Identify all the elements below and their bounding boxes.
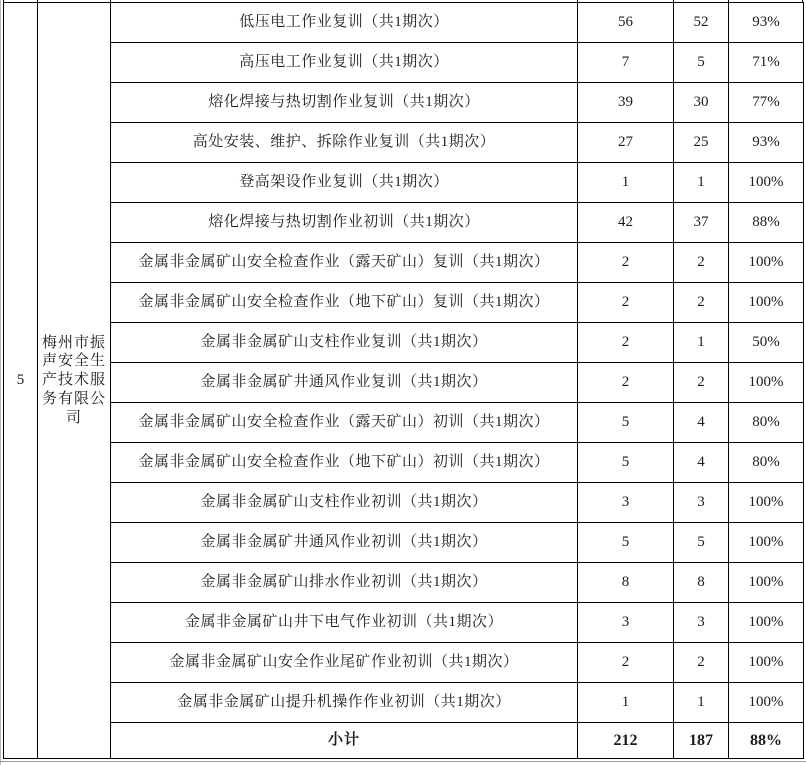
- course-name-cell: 金属非金属矿山安全检查作业（地下矿山）复训（共1期次）: [111, 283, 578, 323]
- passed-count-cell: 52: [674, 3, 729, 43]
- table-row: [4, 3, 804, 43]
- passed-count-cell: 1: [674, 163, 729, 203]
- company-name-cell: 梅州市振声安全生产技术服务有限公司: [38, 3, 111, 759]
- pass-rate-cell: 93%: [729, 123, 804, 163]
- course-name-cell: 金属非金属矿山安全检查作业（露天矿山）初训（共1期次）: [111, 403, 578, 443]
- training-table-body: [4, 3, 804, 759]
- pass-rate-cell: 100%: [729, 483, 804, 523]
- passed-count-cell: 4: [674, 403, 729, 443]
- enrolled-count-cell: 5: [578, 443, 674, 483]
- course-name-cell: 登高架设作业复训（共1期次）: [111, 163, 578, 203]
- enrolled-count-cell: 27: [578, 123, 674, 163]
- row-number-cell: 5: [4, 3, 38, 759]
- pass-rate-cell: 100%: [729, 363, 804, 403]
- enrolled-count-cell: 5: [578, 523, 674, 563]
- course-name-cell: 金属非金属矿山支柱作业复训（共1期次）: [111, 323, 578, 363]
- enrolled-count-cell: 7: [578, 43, 674, 83]
- enrolled-count-cell: 2: [578, 363, 674, 403]
- course-name-cell: 金属非金属矿山排水作业初训（共1期次）: [111, 563, 578, 603]
- passed-count-cell: 3: [674, 483, 729, 523]
- table-row: [4, 523, 804, 563]
- course-name-cell: 金属非金属矿井通风作业复训（共1期次）: [111, 363, 578, 403]
- passed-count-cell: 25: [674, 123, 729, 163]
- passed-count-cell: 8: [674, 563, 729, 603]
- table-row: [4, 203, 804, 243]
- table-row: [4, 403, 804, 443]
- passed-count-cell: 1: [674, 683, 729, 723]
- course-name-cell: 金属非金属矿井通风作业初训（共1期次）: [111, 523, 578, 563]
- table-row: [4, 443, 804, 483]
- course-name-cell: 金属非金属矿山支柱作业初训（共1期次）: [111, 483, 578, 523]
- passed-count-cell: 30: [674, 83, 729, 123]
- passed-count-cell: 37: [674, 203, 729, 243]
- table-row: [4, 83, 804, 123]
- subtotal-row: [4, 723, 804, 759]
- pass-rate-total-cell: 88%: [729, 723, 804, 759]
- passed-count-cell: 4: [674, 443, 729, 483]
- table-row: [4, 323, 804, 363]
- course-name-cell: 熔化焊接与热切割作业复训（共1期次）: [111, 83, 578, 123]
- enrolled-count-cell: 2: [578, 643, 674, 683]
- enrolled-count-cell: 56: [578, 3, 674, 43]
- table-row: [4, 363, 804, 403]
- table-row: [4, 563, 804, 603]
- table-row: [4, 283, 804, 323]
- training-statistics-table: [3, 2, 804, 759]
- enrolled-count-cell: 8: [578, 563, 674, 603]
- passed-count-cell: 2: [674, 363, 729, 403]
- enrolled-count-cell: 5: [578, 403, 674, 443]
- passed-count-cell: 2: [674, 283, 729, 323]
- enrolled-count-cell: 3: [578, 603, 674, 643]
- course-name-cell: 金属非金属矿山安全作业尾矿作业初训（共1期次）: [111, 643, 578, 683]
- course-name-cell: 金属非金属矿山安全检查作业（露天矿山）复训（共1期次）: [111, 243, 578, 283]
- passed-count-cell: 2: [674, 643, 729, 683]
- pass-rate-cell: 71%: [729, 43, 804, 83]
- pass-rate-cell: 100%: [729, 283, 804, 323]
- enrolled-count-cell: 2: [578, 283, 674, 323]
- passed-count-cell: 5: [674, 43, 729, 83]
- pass-rate-cell: 50%: [729, 323, 804, 363]
- pass-rate-cell: 80%: [729, 403, 804, 443]
- pass-rate-cell: 100%: [729, 243, 804, 283]
- pass-rate-cell: 100%: [729, 683, 804, 723]
- table-row: [4, 163, 804, 203]
- page-edge-line: [0, 0, 1, 765]
- table-row: [4, 483, 804, 523]
- passed-count-cell: 5: [674, 523, 729, 563]
- table-row: [4, 123, 804, 163]
- course-name-cell: 金属非金属矿山井下电气作业初训（共1期次）: [111, 603, 578, 643]
- pass-rate-cell: 77%: [729, 83, 804, 123]
- table-row: [4, 603, 804, 643]
- subtotal-label-cell: 小计: [111, 723, 578, 759]
- enrolled-count-cell: 1: [578, 683, 674, 723]
- table-row: [4, 683, 804, 723]
- enrolled-count-total-cell: 212: [578, 723, 674, 759]
- passed-count-cell: 2: [674, 243, 729, 283]
- passed-count-cell: 1: [674, 323, 729, 363]
- enrolled-count-cell: 2: [578, 243, 674, 283]
- pass-rate-cell: 100%: [729, 643, 804, 683]
- pass-rate-cell: 100%: [729, 523, 804, 563]
- pass-rate-cell: 93%: [729, 3, 804, 43]
- course-name-cell: 高处安装、维护、拆除作业复训（共1期次）: [111, 123, 578, 163]
- course-name-cell: 金属非金属矿山提升机操作作业初训（共1期次）: [111, 683, 578, 723]
- table-row: [4, 643, 804, 683]
- course-name-cell: 熔化焊接与热切割作业初训（共1期次）: [111, 203, 578, 243]
- passed-count-total-cell: 187: [674, 723, 729, 759]
- enrolled-count-cell: 1: [578, 163, 674, 203]
- course-name-cell: 低压电工作业复训（共1期次）: [111, 3, 578, 43]
- table-row: [4, 243, 804, 283]
- cropped-lower-row-border: [0, 761, 806, 762]
- pass-rate-cell: 100%: [729, 163, 804, 203]
- enrolled-count-cell: 39: [578, 83, 674, 123]
- pass-rate-cell: 80%: [729, 443, 804, 483]
- table-row: [4, 43, 804, 83]
- course-name-cell: 金属非金属矿山安全检查作业（地下矿山）初训（共1期次）: [111, 443, 578, 483]
- pass-rate-cell: 88%: [729, 203, 804, 243]
- enrolled-count-cell: 3: [578, 483, 674, 523]
- course-name-cell: 高压电工作业复训（共1期次）: [111, 43, 578, 83]
- enrolled-count-cell: 42: [578, 203, 674, 243]
- enrolled-count-cell: 2: [578, 323, 674, 363]
- passed-count-cell: 3: [674, 603, 729, 643]
- pass-rate-cell: 100%: [729, 603, 804, 643]
- pass-rate-cell: 100%: [729, 563, 804, 603]
